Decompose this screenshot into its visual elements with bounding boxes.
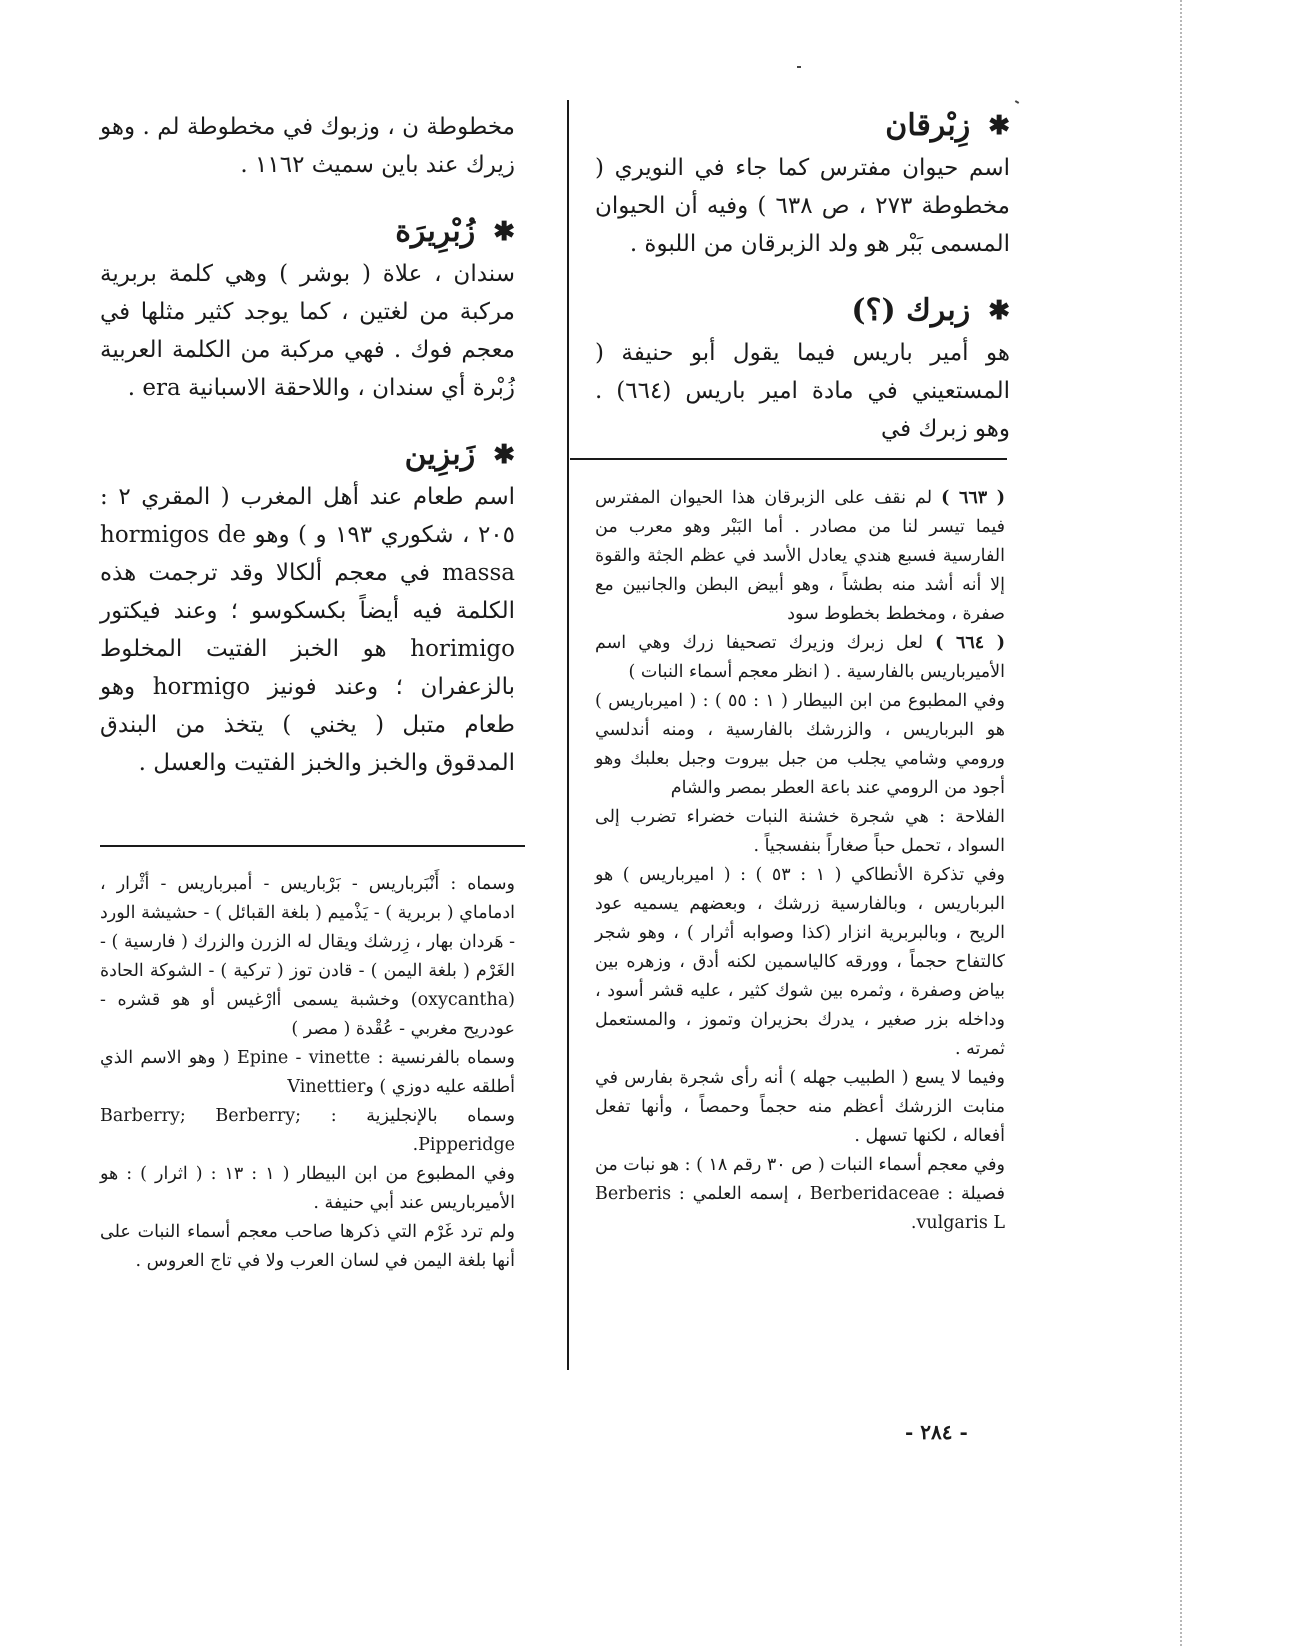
entry-zubrira [100, 214, 515, 407]
footnote-divider [100, 845, 525, 847]
right-column [595, 108, 1010, 448]
entry-zabzin [100, 437, 515, 782]
asterisk-icon: ✱ [988, 110, 1010, 141]
asterisk-icon: ✱ [493, 216, 515, 247]
footnotes-right [595, 484, 1005, 1238]
footnote-text: لم نقف على الزبرقان هذا الحيوان المفترس فيما تيسر لنا من مصادر . أما البَبْر وهو معرب من الفارسية فسبع هندي يعادل الأسد في عظم الجثة والقوة إلا أنه أشد منه بطشاً ، وهو أبيض البطن والجانبين مع صفرة ، ومخطط بخطوط سود [595, 488, 1005, 624]
footnote-paragraph: وفي تذكرة الأنطاكي ( ١ : ٥٣ ) : ( اميرباريس ) هو البرباريس ، وبالفارسية زرشك ، وبعضهم يسميه عود الريح ، وبالبربرية انزار (كذا وصوابه أثرار ) ، وهو شجر كالتفاح حجماً ، وورقه كالياسمين لكنه أدق ، وزهره بين بياض وصفرة ، وثمره بين شوك كثير ، عليه قشر أسود ، وداخله بزر صغير ، يدرك بحزيران وتموز ، والمستعمل ثمرته . [595, 865, 1006, 1059]
entry-heading [100, 214, 515, 249]
continuation-text: مخطوطة ن ، وزبوك في مخطوطة لم . وهو زيرك عند باين سميث ١١٦٢ . [100, 114, 515, 178]
entry-zibrik [595, 293, 1010, 448]
footnote-paragraph: وسماه : أَنْبَرباريس - بَرْباريس - أمبرباريس - أثْرار ، ادماماي ( بربرية ) - يَذْميم ( بلغة القبائل ) - حشيشة الورد - هَردان بهار ، زِرشك ويقال له الزرن والزرك ( فارسية ) - الغَرْم ( بلغة اليمن ) - قادن توز ( تركية ) - الشوكة الحادة (oxycantha) وخشبة يسمى أارْغيس أو هو قشره - عودريح مغربي - عُقْدة ( مصر ) [100, 874, 515, 1039]
footnote-number: ( ٦٦٣ ) [941, 488, 1006, 508]
entry-text: سندان ، علاة ( بوشر ) وهي كلمة بربرية مركبة من لغتين ، كما يوجد كثير مثلها في معجم فوك . فهي مركبة من الكلمة العربية زُبْرة أي سندان ، واللاحقة الاسبانية era . [100, 261, 515, 401]
entry-text: اسم طعام عند أهل المغرب ( المقري ٢ : ٢٠٥ ، شكوري ١٩٣ و ) وهو hormigos de massa في معجم ألكالا وقد ترجمت هذه الكلمة فيه أيضاً بكسكوسو ؛ وعند فيكتور horimigo هو الخبز الفتيت المخلوط بالزعفران ؛ وعند فونيز hormigo وهو طعام متبل ( يخني ) يتخذ من البندق المدقوق والخبز والخبز الفتيت والعسل . [100, 484, 515, 776]
footnote-paragraph: وسماه بالفرنسية : Epine - vinette ( وهو الاسم الذي أطلقه عليه دوزي ) وVinettier [100, 1048, 515, 1097]
footnote-text: لعل زبرك وزيرك تصحيفا زرك وهي اسم الأميرباريس بالفارسية . ( انظر معجم أسماء النبات ) [595, 633, 1005, 682]
entry-title: زبرك (؟) [851, 293, 971, 328]
scan-mark [797, 66, 801, 68]
entry-heading [100, 437, 515, 472]
footnote-paragraph: وفيما لا يسع ( الطبيب جهله ) أنه رأى شجرة بفارس في منابت الزرشك أعظم منه حجماً وحمصاً ، وأنها تفعل أفعاله ، لكنها تسهل . [595, 1068, 1005, 1146]
entry-title: زَبزِين [404, 437, 476, 472]
footnote [595, 484, 1005, 629]
footnote [595, 629, 1005, 687]
footnote-divider [570, 458, 1007, 460]
footnote-paragraph: وفي المطبوع من ابن البيطار ( ١ : ١٣ : ( اثرار ) : هو الأميرباريس عند أبي حنيفة . [100, 1164, 515, 1213]
footnote-paragraph: الفلاحة : هي شجرة خشنة النبات خضراء تضرب إلى السواد ، تحمل حباً صغاراً بنفسجياً . [595, 807, 1005, 856]
asterisk-icon: ✱ [988, 295, 1010, 326]
asterisk-icon: ✱ [493, 439, 515, 470]
column-rule [567, 100, 569, 1370]
scan-mark [1015, 100, 1019, 104]
entry-heading [595, 108, 1010, 143]
entry-title: زُبْرِيرَة [395, 214, 476, 249]
page-edge [1180, 0, 1188, 1646]
footnote-paragraph: وفي معجم أسماء النبات ( ص ٣٠ رقم ١٨ ) : هو نبات من فصيلة : Berberidaceae ، إسمه العلمي : Berberis vulgaris L. [595, 1155, 1005, 1233]
footnotes-left [100, 870, 515, 1276]
footnote-paragraph: وفي المطبوع من ابن البيطار ( ١ : ٥٥ ) : ( اميرباريس ) هو البرباريس ، والزرشك بالفارسية ، ومنه أندلسي ورومي وشامي يجلب من جبل بيروت وجبل بعلبك وهو أجود من الرومي عند باعة العطر بمصر والشام [595, 691, 1005, 798]
left-column [100, 108, 515, 782]
entry-zibriqan [595, 108, 1010, 263]
entry-text: اسم حيوان مفترس كما جاء في النويري ( مخطوطة ٢٧٣ ، ص ٦٣٨ ) وفيه أن الحيوان المسمى بَبْر هو ولد الزبرقان من اللبوة . [595, 155, 1011, 257]
entry-title: زِبْرقان [885, 108, 971, 143]
footnote-number: ( ٦٦٤ ) [935, 633, 1005, 653]
page-number: - ٢٨٤ - [905, 1420, 968, 1444]
footnote-paragraph: ولم ترد غَرْم التي ذكرها صاحب معجم أسماء النبات على أنها بلغة اليمن في لسان العرب ولا في تاج العروس . [100, 1222, 515, 1271]
entry-heading [595, 293, 1010, 328]
footnote-paragraph: وسماه بالإنجليزية : Barberry; Berberry; Pipperidge. [100, 1106, 515, 1155]
entry-text: هو أمير باريس فيما يقول أبو حنيفة ( المستعيني في مادة امير باريس (٦٦٤) . وهو زبرك في [595, 340, 1010, 442]
